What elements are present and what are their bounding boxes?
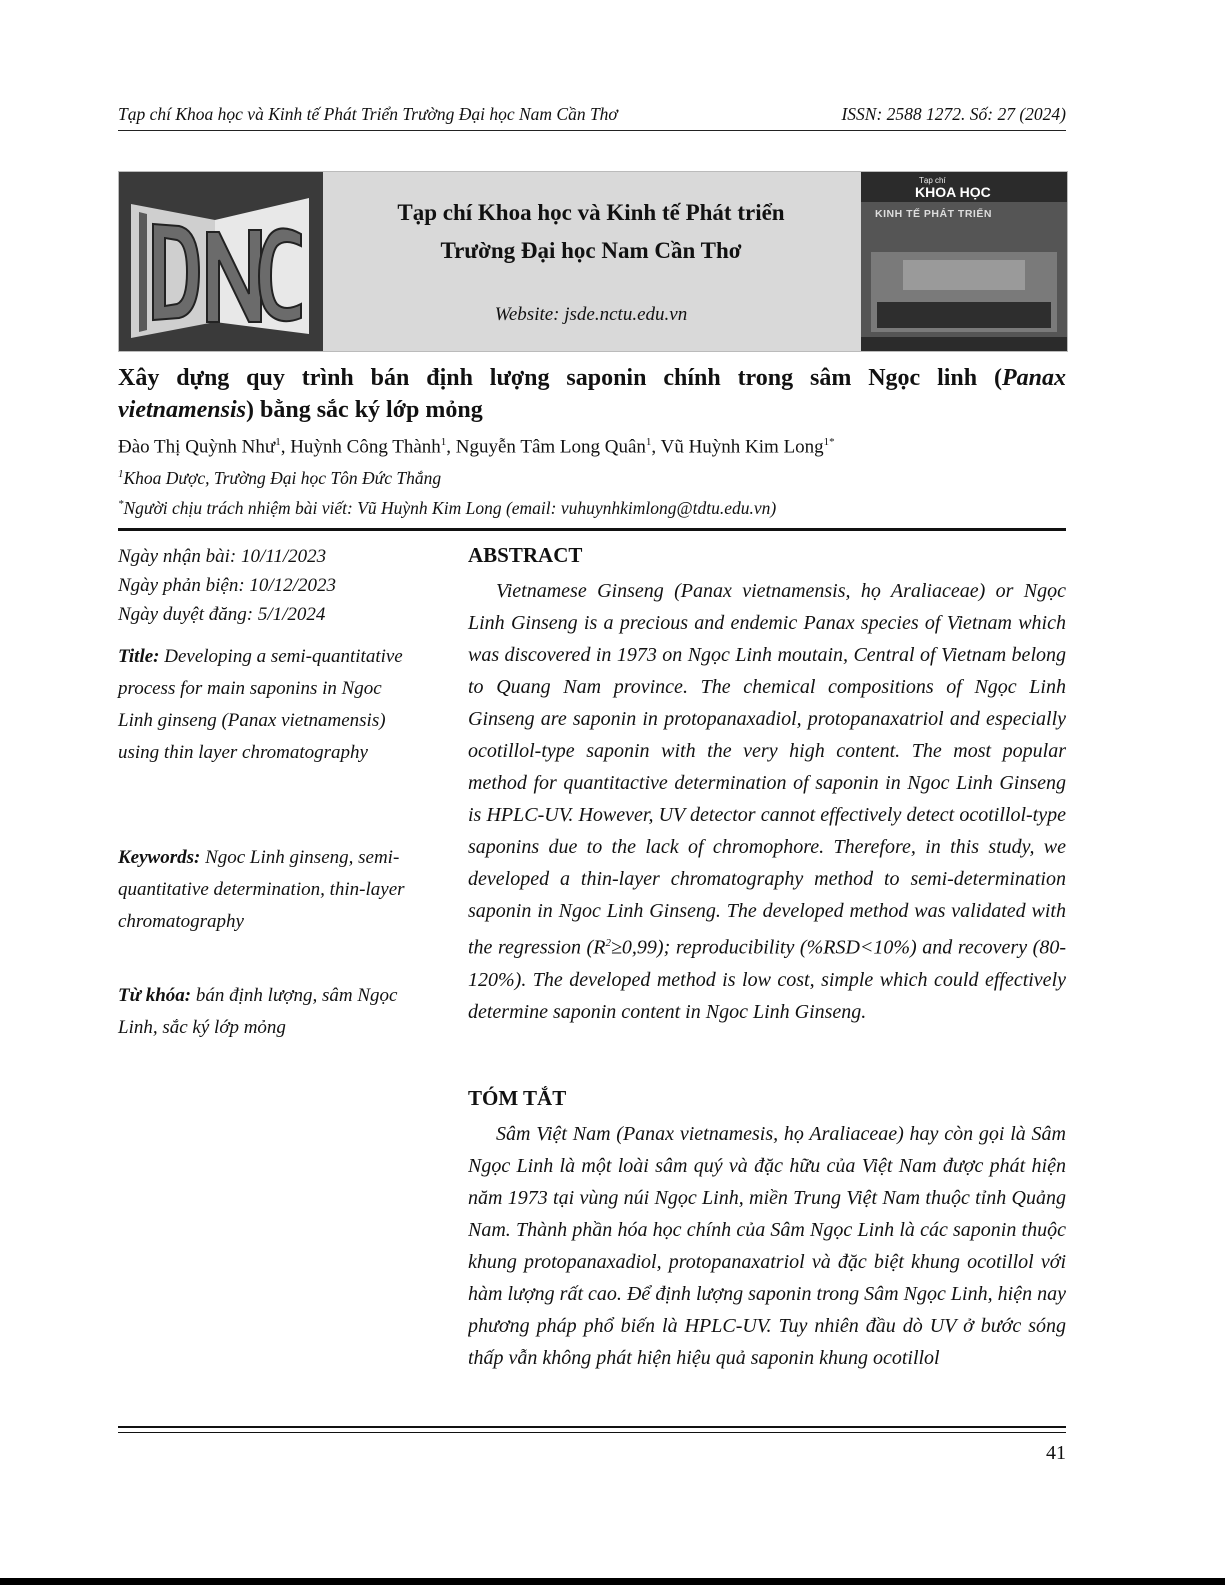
title-species: Panax vietnamensis: [118, 365, 1066, 423]
author-name: Vũ Huỳnh Kim Long: [660, 436, 824, 458]
keywords-value: Ngoc Linh ginseng, semi-quantitative determination, thin-layer chromatography: [118, 847, 405, 932]
journal-cover-image: [861, 172, 1067, 351]
author-affiliation-mark: 1: [275, 436, 281, 448]
tomtat-heading: TÓM TẮT: [468, 1086, 567, 1110]
cover-group-photo: [877, 302, 1051, 328]
author-name: Nguyễn Tâm Long Quân: [455, 436, 646, 458]
footer-rule-thick: [118, 1426, 1066, 1428]
corresponding-mark: *: [118, 498, 124, 511]
author-separator: ,: [651, 436, 661, 458]
abstract-superscript: 2: [605, 937, 611, 949]
cover-tag: Tạp chí: [919, 176, 946, 185]
cover-footer-band: [861, 337, 1067, 351]
article-dates: [118, 542, 408, 629]
scan-edge-bar: [0, 1578, 1225, 1585]
footer-rule-thin: [118, 1432, 1066, 1433]
author-name: Đào Thị Quỳnh Như: [118, 436, 276, 458]
banner-website[interactable]: Website: jsde.nctu.edu.vn: [494, 304, 688, 325]
abstract-text-part2: ≥0,99); reproducibility (%RSD<10%) and recovery (80-120%). The developed method is low cost, simple which could effectively determine saponin content in Ngoc Linh Ginseng.: [468, 936, 1066, 1023]
page-number: 41: [1046, 1442, 1066, 1464]
journal-banner: [118, 171, 1068, 352]
received-date: Ngày nhận bài: 10/11/2023: [118, 546, 327, 567]
author-list: [118, 436, 1066, 458]
running-header: [118, 102, 1066, 131]
author-affiliation-mark: 1*: [823, 436, 835, 448]
dnc-logo-graphic: [119, 172, 323, 351]
abstract-heading: ABSTRACT: [468, 543, 583, 567]
affiliation-mark: 1: [118, 468, 124, 481]
affiliation: [118, 468, 1066, 489]
abstract-text-part1: Vietnamese Ginseng (Panax vietnamensis, họ Araliaceae) or Ngọc Linh Ginseng is a precious and endemic Panax species of Vietnam which was discovered in 1973 on Ngọc Linh moutain, Central of Vietnam belong to Quang Nam province. The chemical compositions of Ngọc Linh Ginseng are saponin in protopanaxadiol, protopanaxatriol and especially ocotillol-type saponin with the very high content. The most popular method for quantitactive determination of saponin in Ngoc Linh Ginseng is HPLC-UV. However, UV detector cannot effectively detect ocotillol-type saponins due to the lack of chromophore. Therefore, in this study, we developed a thin-layer chromatography method to semi-determination saponin in Ngoc Linh Ginseng. The developed method was validated with the regression (R: [468, 580, 1066, 959]
issn-issue: ISSN: 2588 1272. Số: 27 (2024): [841, 104, 1066, 124]
tomtat-body: Sâm Việt Nam (Panax vietnamesis, họ Araliaceae) hay còn gọi là Sâm Ngọc Linh là một loài sâm quý và đặc hữu của Việt Nam được phát hiện năm 1973 tại vùng núi Ngọc Linh, miền Trung Việt Nam thuộc tỉnh Quảng Nam. Thành phần hóa học chính của Sâm Ngọc Linh là các saponin thuộc khung protopanaxadiol, protopanaxatriol và đặc biệt khung ocotillol với hàm lượng rất cao. Để định lượng saponin trong Sâm Ngọc Linh, hiện nay phương pháp phổ biến là HPLC-UV. Tuy nhiên đầu dò UV ở bước sóng thấp vẫn không phát hiện hiệu quả saponin khung ocotillol: [468, 1123, 1066, 1369]
cover-subheading: KINH TẾ PHÁT TRIỂN: [875, 208, 992, 220]
accepted-date: Ngày duyệt đăng: 5/1/2024: [118, 604, 326, 625]
author-separator: ,: [446, 436, 456, 458]
keywords-label: Keywords:: [118, 847, 201, 868]
author-separator: ,: [280, 436, 291, 458]
keywords-block: [118, 842, 408, 938]
cover-header-band: [861, 172, 1067, 202]
abstract-body: [468, 575, 1066, 1028]
banner-center: [323, 172, 859, 351]
tukhoa-label: Từ khóa:: [118, 985, 192, 1006]
journal-running-title: Tạp chí Khoa học và Kinh tế Phát Triển Trường Đại học Nam Cần Thơ: [118, 104, 618, 124]
cover-heading: KHOA HỌC: [915, 184, 991, 200]
author-name: Huỳnh Công Thành: [290, 436, 441, 458]
banner-title-line1: Tạp chí Khoa học và Kinh tế Phát triển: [397, 200, 785, 225]
dnc-logo: [119, 172, 323, 351]
article-title: [118, 362, 1066, 426]
header-divider: [118, 528, 1066, 531]
english-title-block: [118, 641, 408, 769]
cover-photo: [871, 252, 1057, 332]
title-part1: Xây dựng quy trình bán định lượng saponin chính trong sâm Ngọc linh (: [118, 365, 1002, 391]
english-title: Developing a semi-quantitative process for main saponins in Ngoc Linh ginseng (Panax vietnamensis) using thin layer chromatography: [118, 646, 403, 763]
author-affiliation-mark: 1: [440, 436, 447, 448]
reviewed-date: Ngày phản biện: 10/12/2023: [118, 575, 336, 596]
tukhoa-value: bán định lượng, sâm Ngọc Linh, sắc ký lớp mỏng: [118, 985, 398, 1038]
tukhoa-block: [118, 980, 408, 1044]
corresponding-author: [118, 498, 1066, 519]
affiliation-text: Khoa Dược, Trường Đại học Tôn Đức Thắng: [123, 468, 442, 488]
title-part2: ) bằng sắc ký lớp mỏng: [246, 397, 483, 423]
cover-stage-backdrop: [903, 260, 1025, 290]
title-label: Title:: [118, 646, 160, 667]
corresponding-text: Người chịu trách nhiệm bài viết: Vũ Huỳnh Kim Long (email: vuhuynhkimlong@tdtu.edu.vn): [123, 498, 777, 518]
banner-title-line2: Trường Đại học Nam Cần Thơ: [440, 238, 742, 263]
author-affiliation-mark: 1: [645, 436, 652, 448]
